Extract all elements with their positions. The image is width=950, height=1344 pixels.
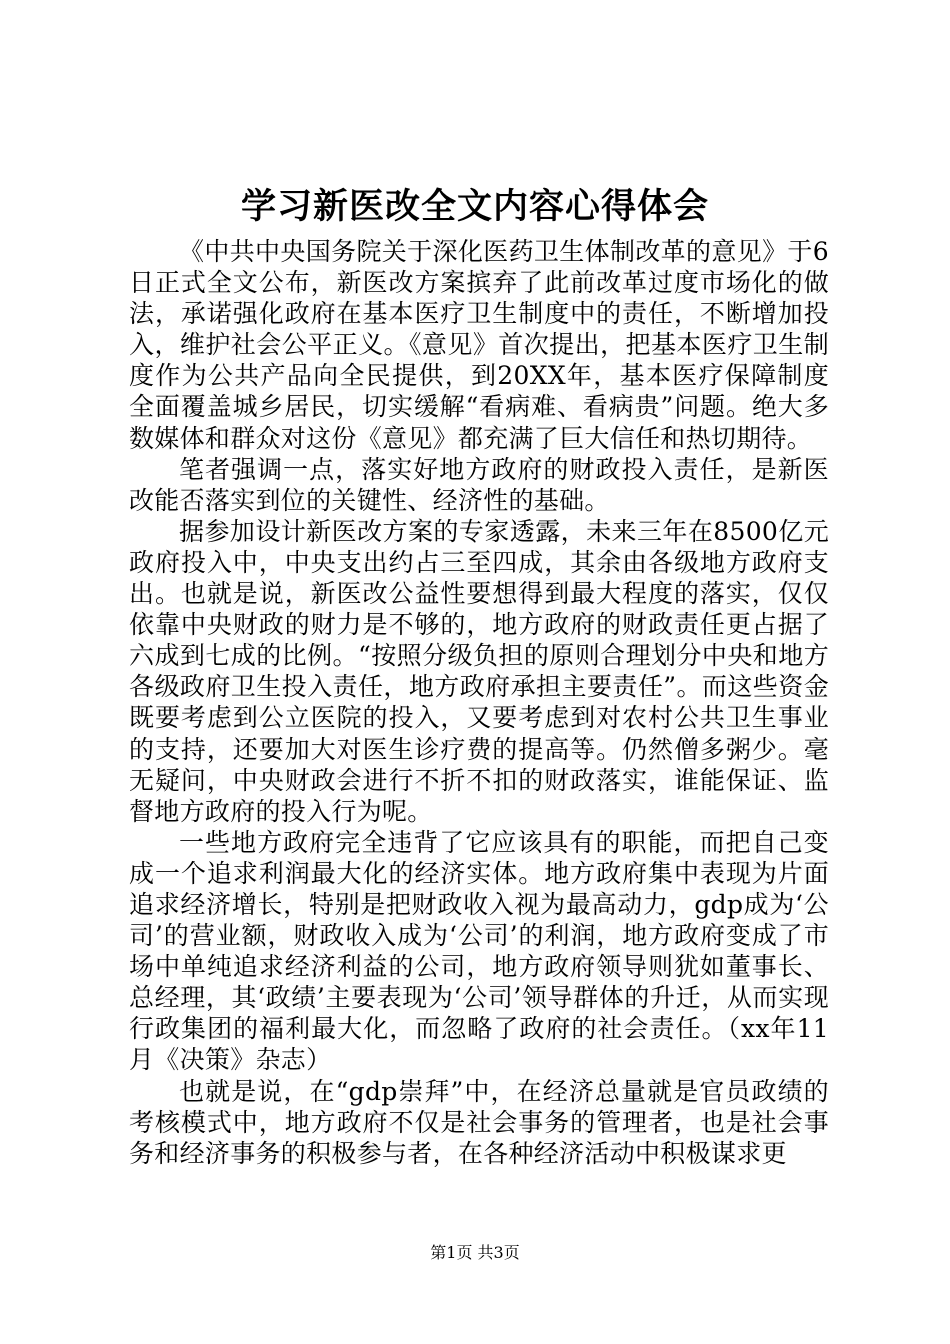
paragraph: 笔者强调一点，落实好地方政府的财政投入责任，是新医改能否落实到位的关键性、经济性的基础。: [129, 454, 829, 515]
paragraph: 《中共中央国务院关于深化医药卫生体制改革的意见》于6日正式全文公布，新医改方案摈弃了此前改革过度市场化的做法，承诺强化政府在基本医疗卫生制度中的责任，不断增加投入，维护社会公平正义。《意见》首次提出，把基本医疗卫生制度作为公共产品向全民提供，到20XX年，基本医疗保障制度全面覆盖城乡居民，切实缓解“看病难、看病贵”问题。绝大多数媒体和群众对这份《意见》都充满了巨大信任和热切期待。: [129, 237, 829, 453]
paragraph: 也就是说，在“gdp崇拜”中，在经济总量就是官员政绩的考核模式中，地方政府不仅是社会事务的管理者，也是社会事务和经济事务的积极参与者，在各种经济活动中积极谋求更: [129, 1076, 829, 1168]
document-title: 学习新医改全文内容心得体会: [240, 186, 709, 227]
paragraph: 据参加设计新医改方案的专家透露，未来三年在8500亿元政府投入中，中央支出约占三至四成，其余由各级地方政府支出。也就是说，新医改公益性要想得到最大程度的落实，仅仅依靠中央财政的财力是不够的，地方政府的财政责任更占据了六成到七成的比例。“按照分级负担的原则合理划分中央和地方各级政府卫生投入责任，地方政府承担主要责任”。而这些资金既要考虑到公立医院的投入，又要考虑到对农村公共卫生事业的支持，还要加大对医生诊疗费的提高等。仍然僧多粥少。毫无疑问，中央财政会进行不折不扣的财政落实，谁能保证、监督地方政府的投入行为呢。: [129, 516, 829, 826]
document-body: [129, 236, 829, 1169]
page-footer: 第1页 共3页: [430, 1243, 520, 1262]
paragraph: 一些地方政府完全违背了它应该具有的职能，而把自己变成一个追求利润最大化的经济实体。地方政府集中表现为片面追求经济增长，特别是把财政收入视为最高动力，gdp成为‘公司’的营业额，财政收入成为‘公司’的利润，地方政府变成了市场中单纯追求经济利益的公司，地方政府领导则犹如董事长、总经理，其‘政绩’主要表现为‘公司’领导群体的升迁，从而实现行政集团的福利最大化，而忽略了政府的社会责任。（xx年11月《决策》杂志）: [129, 827, 829, 1075]
